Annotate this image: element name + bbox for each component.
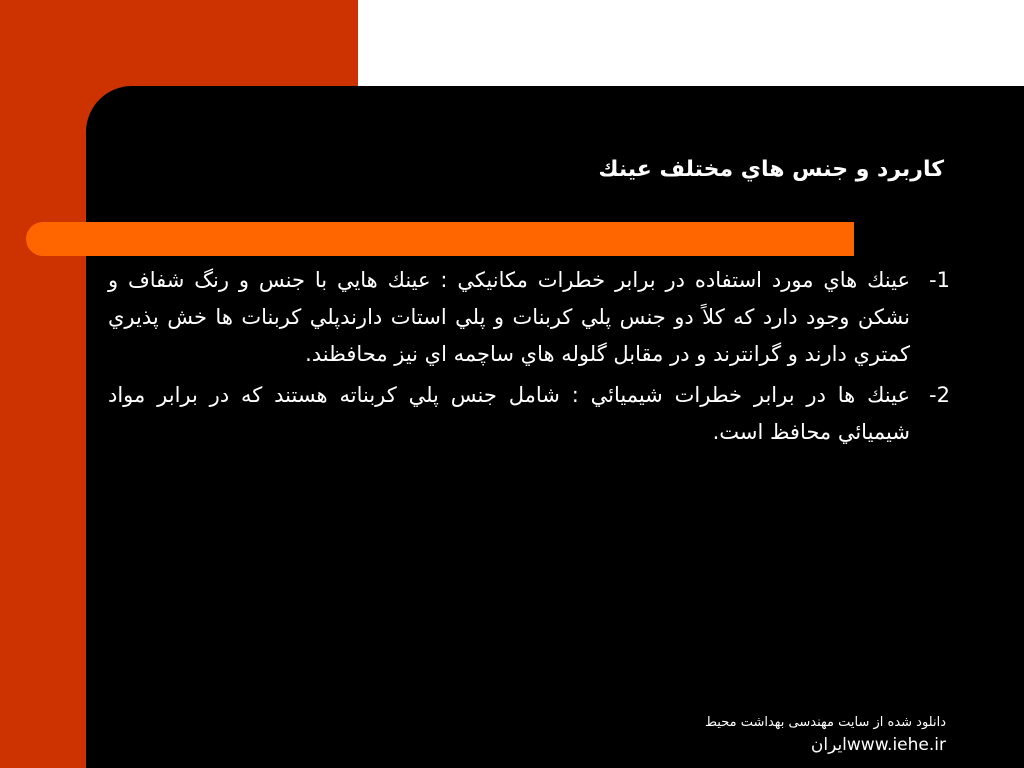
footer-website-link[interactable]: www.iehe.irایران	[810, 735, 946, 755]
bullet-text: عينك هاي مورد استفاده در برابر خطرات مكانيكي : عينك هايي با جنس و رنگ شفاف و نشكن وجود دارد كه كلاً دو جنس پلي كربنات و پلي استات دارندپلي كربنات ها خش پذيري كمتري دارند و گرانترند و در مقابل گلوله هاي ساچمه اي نيز محافظند.	[108, 268, 910, 366]
bullet-item-2	[108, 377, 950, 451]
slide-title: كاربرد و جنس هاي مختلف عينك	[598, 157, 944, 182]
bullet-number: -2	[929, 383, 950, 407]
bullet-item-1	[108, 262, 950, 373]
slide-body	[108, 262, 950, 455]
orange-frame-left	[0, 0, 86, 768]
bullet-number: -1	[929, 268, 950, 292]
title-accent-bar	[26, 222, 854, 256]
footer-line-1: دانلود شده از سایت مهندسی بهداشت محیط	[704, 715, 946, 730]
bullet-text: عينك ها در برابر خطرات شيميائي : شامل جنس پلي كربناته هستند كه در برابر مواد شيميائي محافظ است.	[108, 383, 910, 444]
footer-credit	[705, 712, 946, 756]
